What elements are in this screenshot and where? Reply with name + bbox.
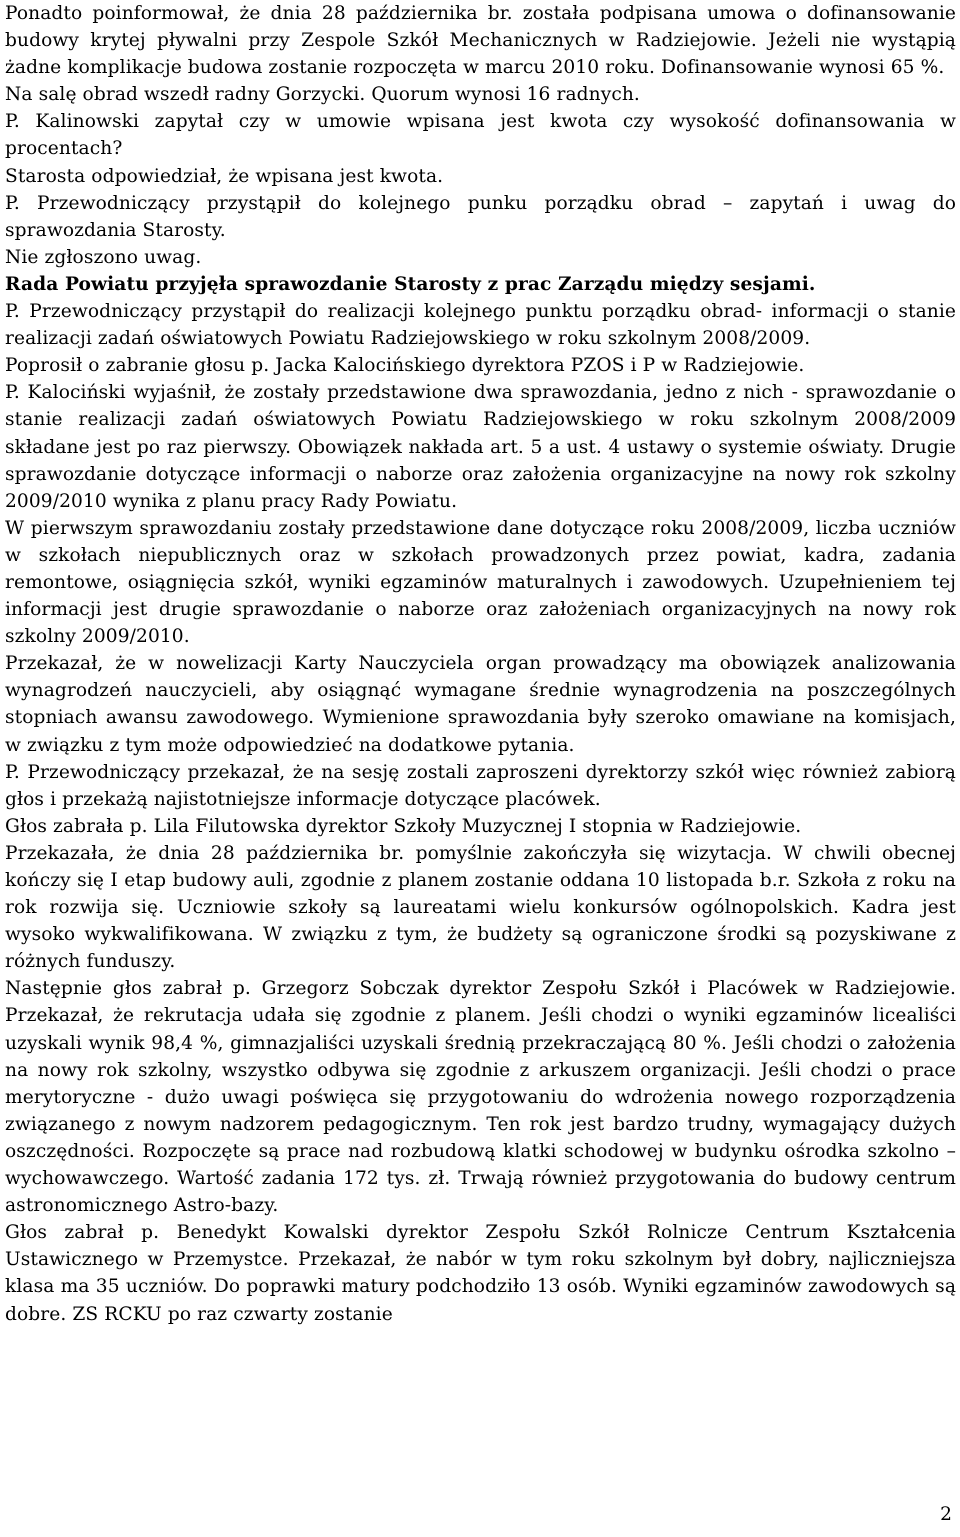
paragraph-pool-funding: Ponadto poinformował, że dnia 28 października br. została podpisana umowa o dofinansowanie budowy krytej pływalni przy Zespole Szkół Mechanicznych w Radziejowie. Jeżeli nie wystąpią żadne komplikacje budowa zostanie rozpoczęta w marcu 2010 roku. Dofinansowanie wynosi 65 %. <box>5 3 956 79</box>
paragraph-music-school: Przekazała, że dnia 28 października br. pomyślnie zakończyła się wizytacja. W chwili obecnej kończy się I etap budowy auli, zgodnie z planem zostanie oddana 10 listopada b.r. Szkoła z roku na rok rozwija się. Uczniowie szkoły są laureatami wielu konkursów ogólnopolskich. Kadra jest wysoko wykwalifikowana. W związku z tym, że budżety są ograniczone środki są pozyskiwane z różnych funduszy. <box>5 842 956 973</box>
paragraph-resolution: Rada Powiatu przyjęła sprawozdanie Starosty z prac Zarządu między sesjami. <box>5 273 816 295</box>
paragraph-teacher-charter: Przekazał, że w nowelizacji Karty Nauczyciela organ prowadzący ma obowiązek analizowania wynagrodzeń nauczycieli, aby osiągnąć wymagane średnie wynagrodzenia na poszczególnych stopniach awansu zawodowego. Wymienione sprawozdania były szeroko omawiane na komisjach, w związku z tym może odpowiedzieć na dodatkowe pytania. <box>5 653 956 756</box>
paragraph-no-remarks: Nie zgłoszono uwag. <box>5 246 202 268</box>
paragraph-kalocinski-explanation: P. Kalociński wyjaśnił, że zostały przedstawione dwa sprawozdania, jedno z nich - sprawozdanie o stanie realizacji zadań oświatowych Powiatu Radziejowskiego w roku szkolnym 2008/2009 składane jest po raz pierwszy. Obowiązek nakłada art. 5 a ust. 4 ustawy o systemie oświaty. Drugie sprawozdanie dotyczące informacji o naborze oraz założenia organizacyjne na nowy rok szkolny 2009/2010 wynika z planu pracy Rady Powiatu. <box>5 382 956 512</box>
paragraph-education-report-point: P. Przewodniczący przystąpił do realizacji kolejnego punktu porządku obrad- informacji o stanie realizacji zadań oświatowych Powiatu Radziejowskiego w roku szkolnym 2008/2009. <box>5 301 956 350</box>
paragraph-kalocinski-invited: Poprosił o zabranie głosu p. Jacka Kalocińskiego dyrektora PZOS i P w Radziejowie. <box>5 355 805 377</box>
paragraph-directors-invited: P. Przewodniczący przekazał, że na sesję zostali zaproszeni dyrektorzy szkół więc również zabiorą głos i przekażą najistotniejsze informacje dotyczące placówek. <box>5 761 956 810</box>
paragraph-quorum: Na salę obrad wszedł radny Gorzycki. Quorum wynosi 16 radnych. <box>5 84 640 106</box>
paragraph-sobczak: Następnie głos zabrał p. Grzegorz Sobczak dyrektor Zespołu Szkół i Placówek w Radziejowie. Przekazał, że rekrutacja udała się zgodnie z planem. Jeśli chodzi o wyniki egzaminów licealiści uzyskali wynik 98,4 %, gimnazjaliści uzyskali średnią przekraczającą 80 %. Jeśli chodzi o założenia na nowy rok szkolny, wszystko odbywa się zgodnie z arkuszem organizacji. Jeśli chodzi o prace merytoryczne - dużo uwagi poświęca się przygotowaniu do wdrożenia nowego rozporządzenia związanego z nowym nadzorem pedagogicznym. Ten rok jest bardzo trudny, wymagający dużych oszczędności. Rozpoczęte są prace nad rozbudową klatki schodowej w budynku ośrodka szkolno – wychowawczego. Wartość zadania 172 tys. zł. Trwają również przygotowania do budowy centrum astronomicznego Astro-bazy. <box>5 978 956 1217</box>
paragraph-first-report: W pierwszym sprawozdaniu zostały przedstawione dane dotyczące roku 2008/2009, liczba uczniów w szkołach niepublicznych oraz w szkołach prowadzonych przez powiat, kadra, zadania remontowe, osiągnięcia szkół, wyniki egzaminów maturalnych i zawodowych. Uzupełnieniem tej informacji jest drugie sprawozdanie o naborze oraz założeniach organizacyjnych na nowy rok szkolny 2009/2010. <box>5 517 956 648</box>
paragraph-kalinowski-question: P. Kalinowski zapytał czy w umowie wpisana jest kwota czy wysokość dofinansowania w procentach? <box>5 111 956 160</box>
document-page <box>5 0 956 1328</box>
page-number: 2 <box>940 1504 952 1525</box>
paragraph-filutowska: Głos zabrała p. Lila Filutowska dyrektor Szkoły Muzycznej I stopnia w Radziejowie. <box>5 815 802 837</box>
paragraph-questions-point: P. Przewodniczący przystąpił do kolejnego punku porządku obrad – zapytań i uwag do sprawozdania Starosty. <box>5 192 956 241</box>
paragraph-kowalski: Głos zabrał p. Benedykt Kowalski dyrektor Zespołu Szkół Rolnicze Centrum Kształcenia Ustawicznego w Przemystce. Przekazał, że nabór w tym roku szkolnym był dobry, najliczniejsza klasa ma 35 uczniów. Do poprawki matury podchodziło 13 osób. Wyniki egzaminów zawodowych są dobre. ZS RCKU po raz czwarty zostanie <box>5 1222 956 1325</box>
paragraph-starosta-answer: Starosta odpowiedział, że wpisana jest kwota. <box>5 165 444 187</box>
